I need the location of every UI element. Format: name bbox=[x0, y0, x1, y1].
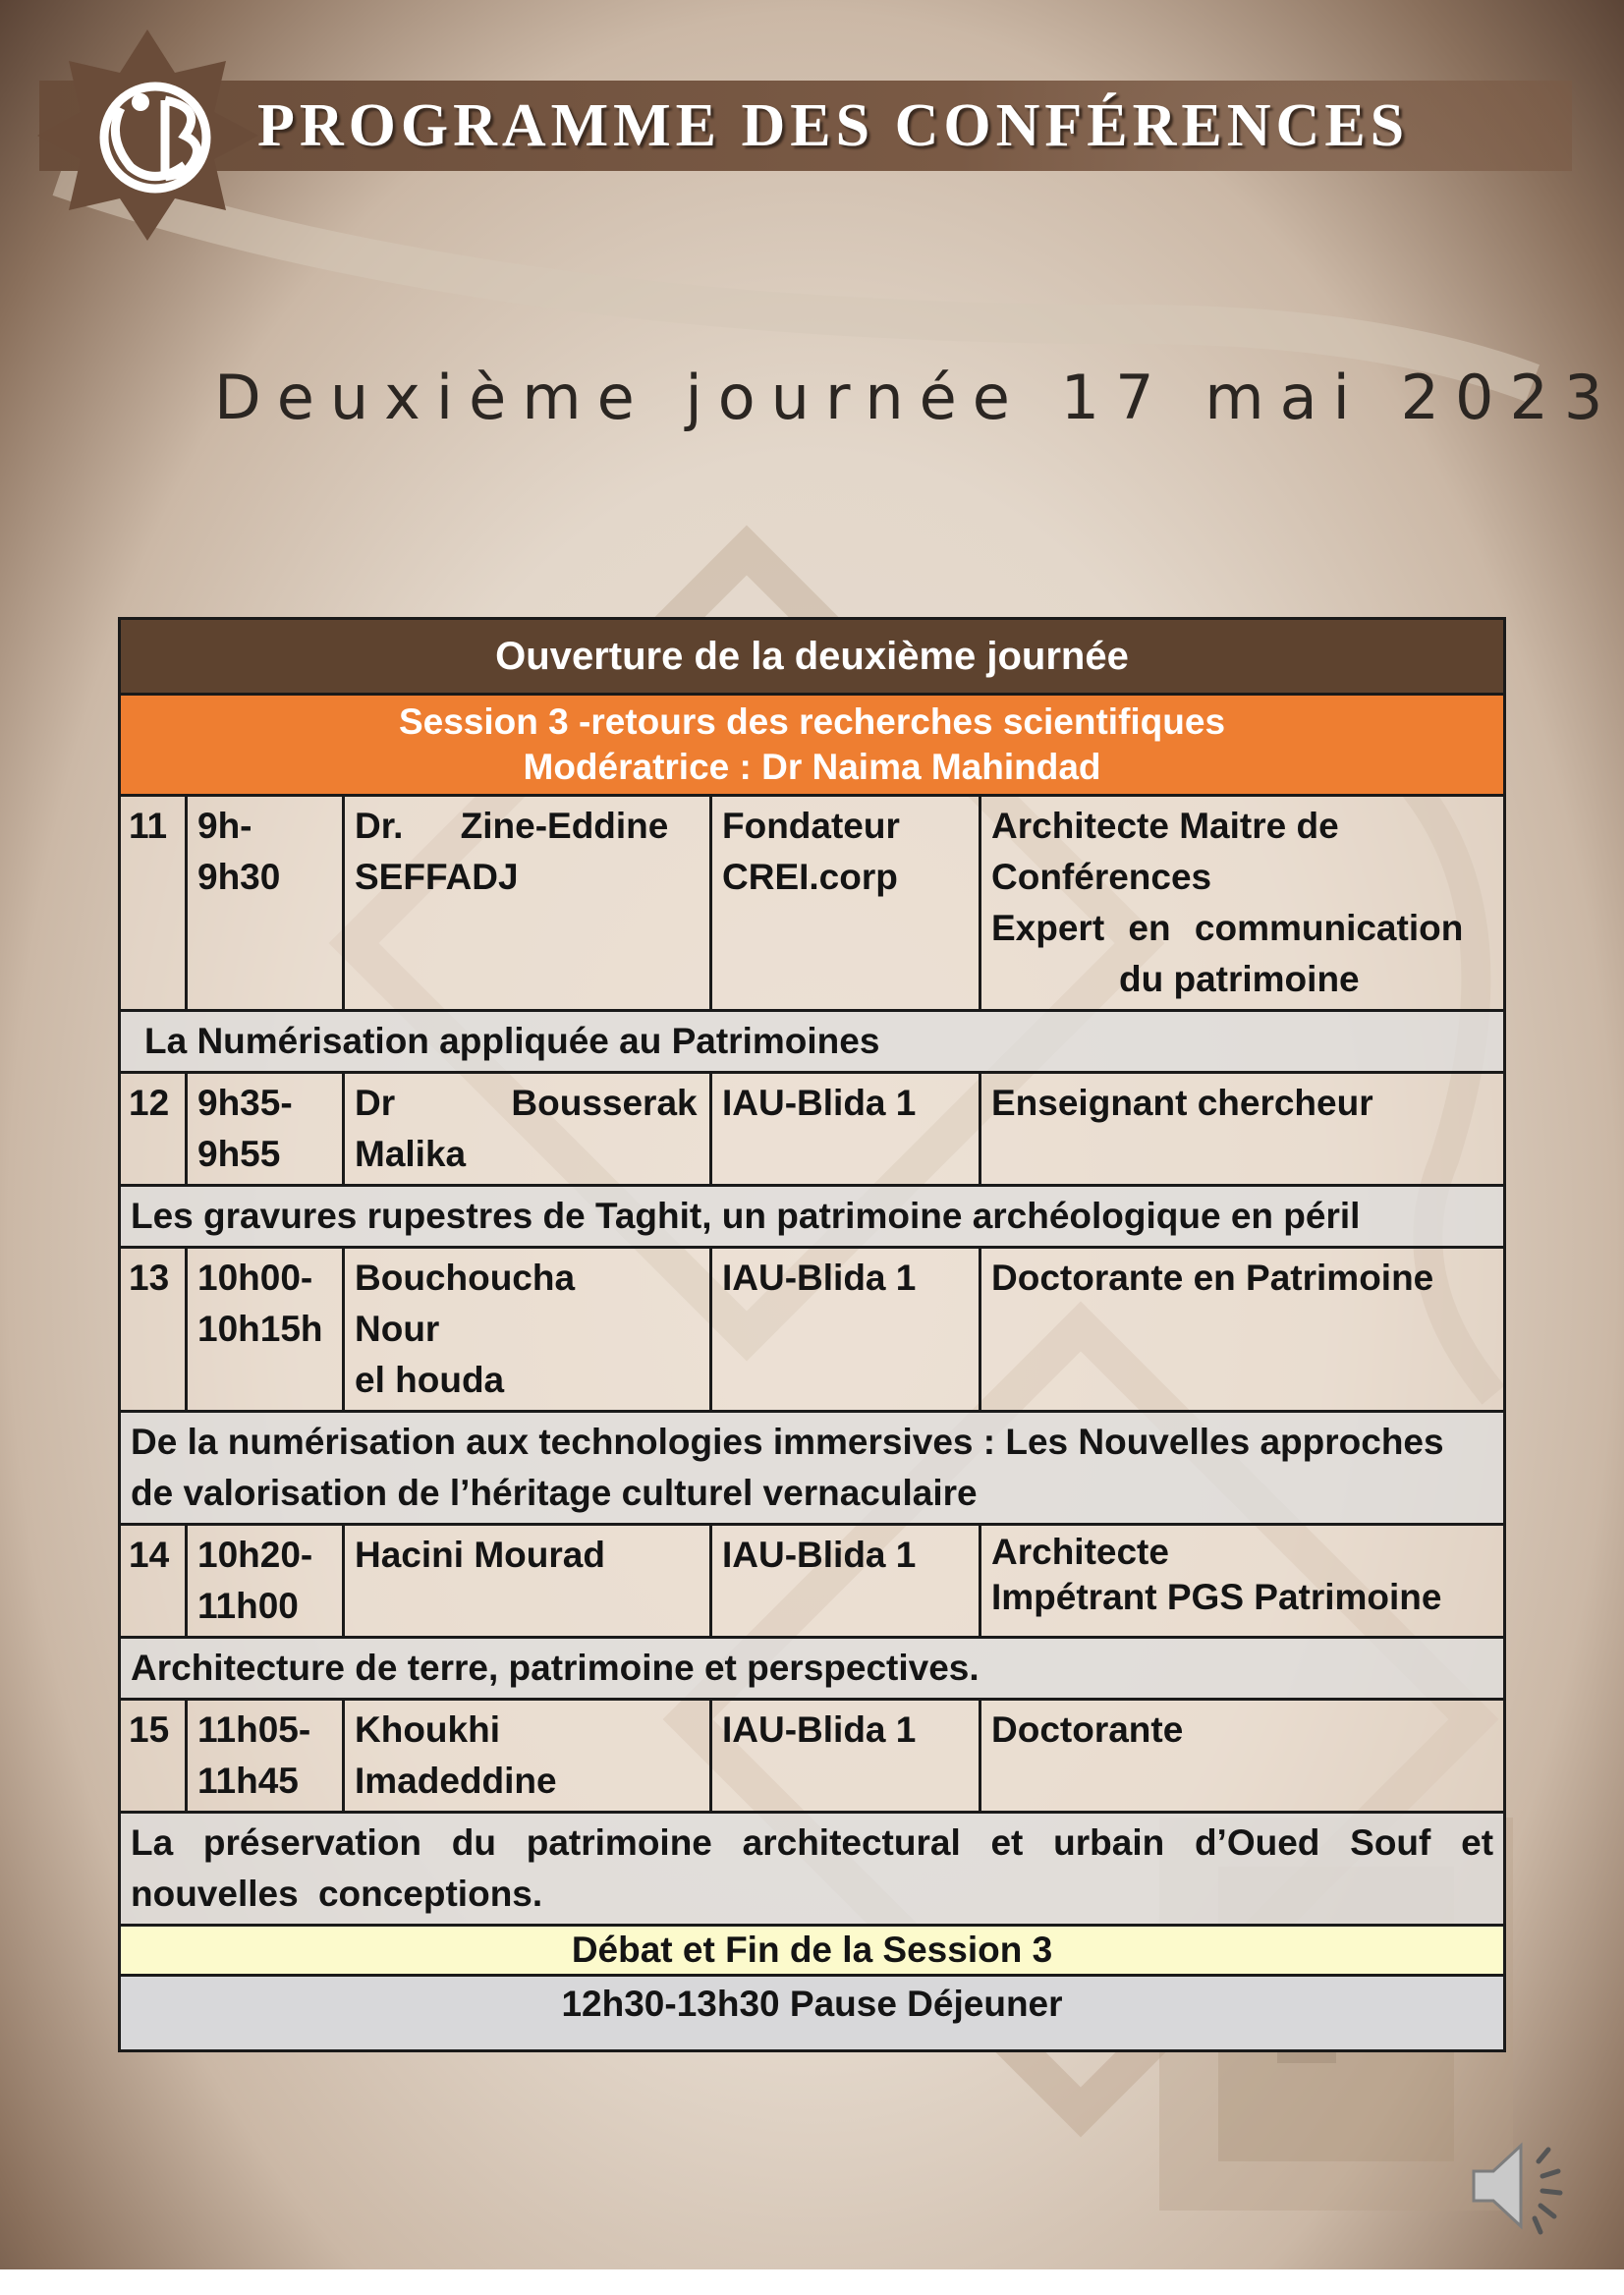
talk-title: La Numérisation appliquée au Patrimoines bbox=[120, 1011, 1505, 1073]
talk-time-end: 9h55 bbox=[197, 1134, 281, 1174]
role-line: Expert en communication bbox=[991, 908, 1464, 948]
conference-program-table bbox=[118, 617, 1506, 2052]
talk-time bbox=[187, 1700, 344, 1813]
role-line: du patrimoine bbox=[1119, 959, 1360, 999]
talk-number: 12 bbox=[120, 1073, 187, 1186]
talk-time-start: 10h00- bbox=[197, 1258, 313, 1298]
talk-speaker: Hacini Mourad bbox=[344, 1525, 711, 1638]
talk-institution: IAU-Blida 1 bbox=[711, 1525, 980, 1638]
talk-role bbox=[980, 1525, 1505, 1638]
talk-row bbox=[120, 1248, 1505, 1412]
talk-institution: IAU-Blida 1 bbox=[711, 1248, 980, 1412]
talk-row bbox=[120, 1073, 1505, 1186]
speaker-icon[interactable] bbox=[1464, 2132, 1582, 2240]
talk-number: 15 bbox=[120, 1700, 187, 1813]
role-line: Impétrant PGS Patrimoine bbox=[991, 1577, 1442, 1617]
talk-row bbox=[120, 796, 1505, 1011]
talk-role: Doctorante en Patrimoine bbox=[980, 1248, 1505, 1412]
day-title: Deuxième journée 17 mai 2023 bbox=[214, 362, 1619, 433]
talk-role: Enseignant chercheur bbox=[980, 1073, 1505, 1186]
session-title: Session 3 -retours des recherches scientifiques bbox=[398, 701, 1226, 742]
talk-time bbox=[187, 1248, 344, 1412]
talk-time bbox=[187, 1525, 344, 1638]
talk-title-row bbox=[120, 1638, 1505, 1700]
debate-row bbox=[120, 1926, 1505, 1976]
talk-speaker bbox=[344, 1700, 711, 1813]
role-line: Architecte Maitre de Conférences bbox=[991, 806, 1339, 897]
page-header-title: PROGRAMME DES CONFÉRENCES bbox=[257, 92, 1410, 159]
talk-speaker bbox=[344, 1248, 711, 1412]
talk-number: 14 bbox=[120, 1525, 187, 1638]
institution-line: CREI.corp bbox=[722, 857, 898, 897]
talk-role: Doctorante bbox=[980, 1700, 1505, 1813]
talk-row bbox=[120, 1525, 1505, 1638]
talk-title: La préservation du patrimoine architectural et urbain d’Oued Souf et nouvelles conceptions. bbox=[120, 1813, 1505, 1926]
talk-row bbox=[120, 1700, 1505, 1813]
pause-label: 12h30-13h30 Pause Déjeuner bbox=[120, 1976, 1505, 2051]
institute-monogram-logo-icon bbox=[37, 29, 258, 241]
talk-time-end: 11h00 bbox=[197, 1586, 299, 1626]
talk-institution bbox=[711, 796, 980, 1011]
talk-time-start: 9h35- bbox=[197, 1083, 293, 1123]
speaker-name-line: Dr Bousserak bbox=[355, 1083, 698, 1123]
talk-title: Les gravures rupestres de Taghit, un patrimoine archéologique en péril bbox=[120, 1186, 1505, 1248]
talk-title-row bbox=[120, 1186, 1505, 1248]
session-moderator: Modératrice : Dr Naima Mahindad bbox=[523, 747, 1101, 787]
talk-institution: IAU-Blida 1 bbox=[711, 1700, 980, 1813]
session-header bbox=[120, 695, 1505, 796]
talk-title-row bbox=[120, 1813, 1505, 1926]
talk-time-start: 9h- bbox=[197, 806, 252, 846]
talk-time-end: 10h15h bbox=[197, 1309, 323, 1349]
speaker-name-line: Khoukhi bbox=[355, 1709, 500, 1750]
opening-row bbox=[120, 619, 1505, 695]
speaker-name-line: Malika bbox=[355, 1134, 467, 1174]
pause-row bbox=[120, 1976, 1505, 2051]
talk-time-start: 10h20- bbox=[197, 1535, 313, 1575]
talk-speaker bbox=[344, 1073, 711, 1186]
talk-time-end: 11h45 bbox=[197, 1761, 299, 1801]
speaker-name-line: Dr. Zine-Eddine bbox=[355, 806, 669, 846]
talk-time bbox=[187, 1073, 344, 1186]
talk-time-end: 9h30 bbox=[197, 857, 281, 897]
speaker-name-line: Bouchoucha Nour bbox=[355, 1258, 576, 1349]
session-header-row bbox=[120, 695, 1505, 796]
talk-time bbox=[187, 796, 344, 1011]
role-line: Architecte bbox=[991, 1532, 1169, 1572]
talk-title-row bbox=[120, 1412, 1505, 1525]
talk-speaker bbox=[344, 796, 711, 1011]
talk-title: Architecture de terre, patrimoine et perspectives. bbox=[120, 1638, 1505, 1700]
talk-title-row bbox=[120, 1011, 1505, 1073]
talk-institution: IAU-Blida 1 bbox=[711, 1073, 980, 1186]
talk-role bbox=[980, 796, 1505, 1011]
opening-label: Ouverture de la deuxième journée bbox=[120, 619, 1505, 695]
speaker-name-line: SEFFADJ bbox=[355, 857, 519, 897]
speaker-name-line: Imadeddine bbox=[355, 1761, 557, 1801]
speaker-name-line: el houda bbox=[355, 1360, 505, 1400]
debate-label: Débat et Fin de la Session 3 bbox=[120, 1926, 1505, 1976]
talk-number: 13 bbox=[120, 1248, 187, 1412]
talk-title: De la numérisation aux technologies immersives : Les Nouvelles approches de valorisation de l’héritage culturel vernaculaire bbox=[120, 1412, 1505, 1525]
talk-time-start: 11h05- bbox=[197, 1709, 311, 1750]
institution-line: Fondateur bbox=[722, 806, 900, 846]
talk-number: 11 bbox=[120, 796, 187, 1011]
